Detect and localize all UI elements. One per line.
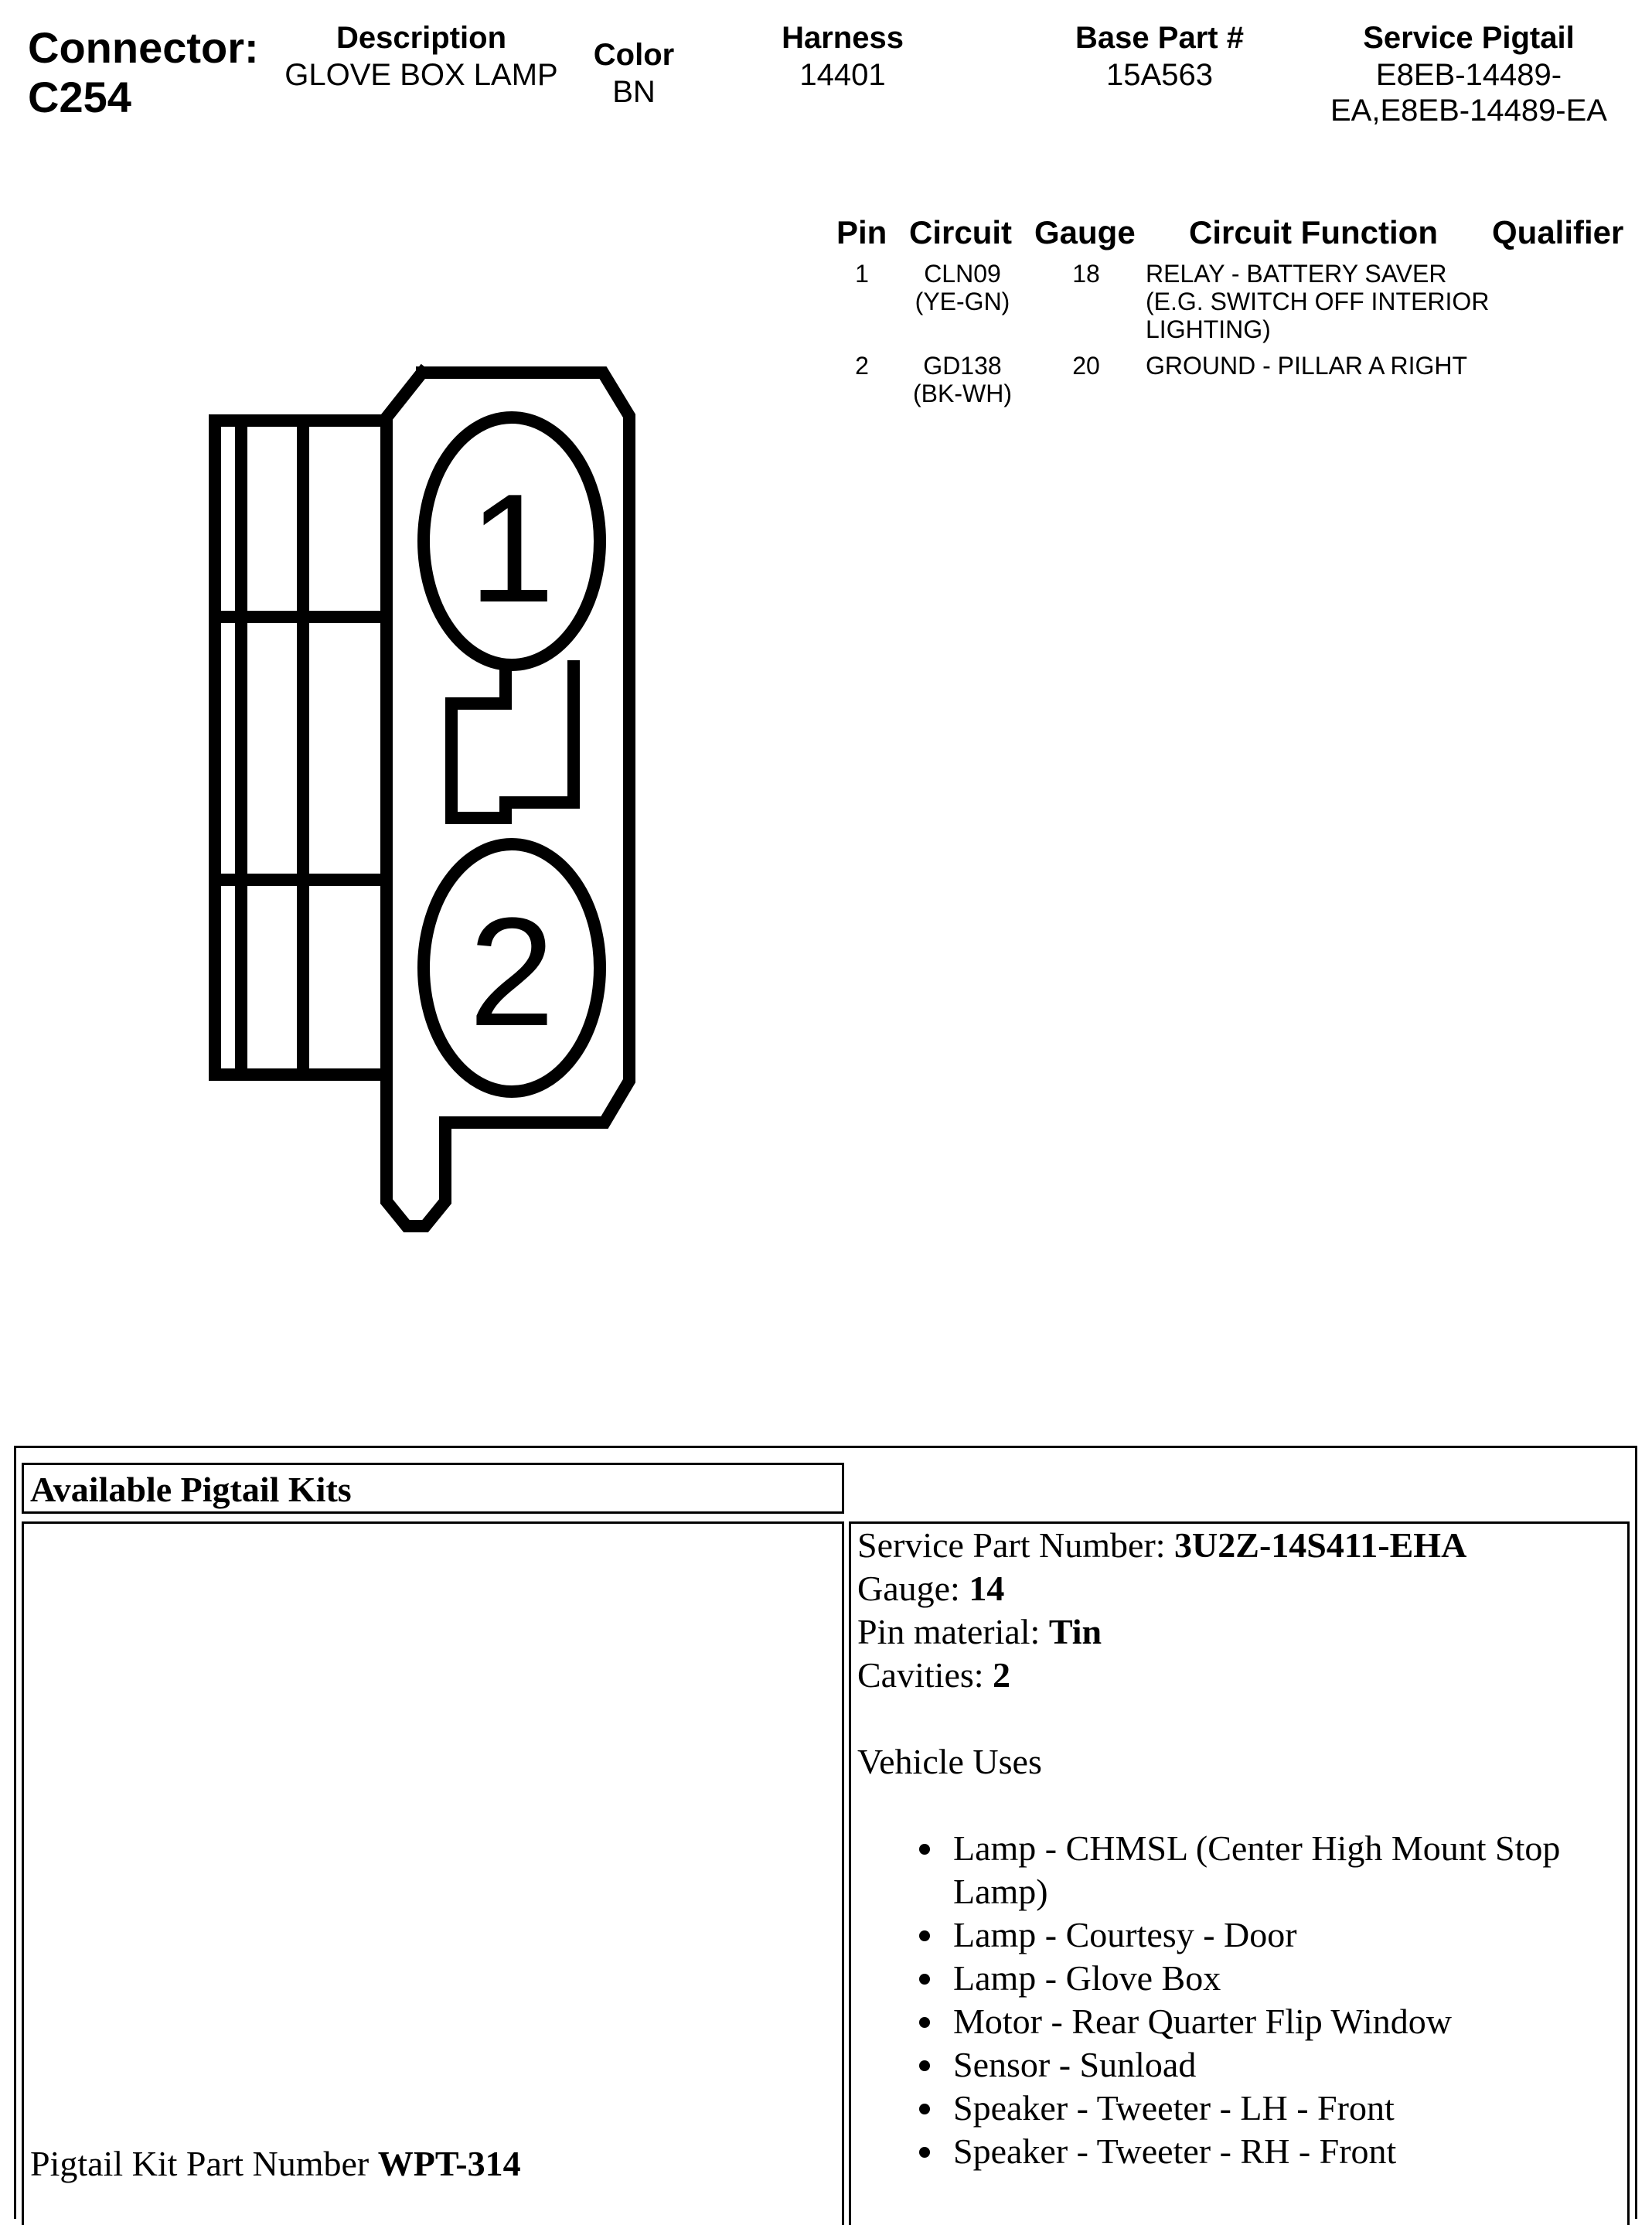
vehicle-use-text: Motor - Rear Quarter Flip Window: [953, 2002, 1453, 2041]
service-pigtail-value-line2: EA,E8EB-14489-EA: [1330, 94, 1607, 128]
description-label: Description: [336, 21, 507, 55]
gauge-line: [857, 1567, 1623, 1610]
connector-face-drawing: [193, 356, 657, 1245]
bullet-icon: [919, 2104, 930, 2114]
circuit-header: Circuit: [909, 214, 1013, 250]
color-label: Color: [593, 38, 675, 72]
pin-material-value: Tin: [1048, 1612, 1102, 1651]
row2-circuit-color: (BK-WH): [913, 380, 1012, 407]
cavities-label: Cavities:: [857, 1655, 993, 1695]
gauge-header: Gauge: [1034, 214, 1136, 250]
row2-circuit: [897, 352, 1028, 407]
connector-title: [28, 23, 259, 122]
qualifier-header: Qualifier: [1492, 214, 1624, 250]
vehicle-uses-label: Vehicle Uses: [857, 1742, 1042, 1781]
vehicle-use-text: Speaker - Tweeter - RH - Front: [953, 2131, 1397, 2171]
cavity-2-number: 2: [468, 886, 555, 1058]
cavities-line: [857, 1654, 1623, 1697]
service-part-label: Service Part Number:: [857, 1525, 1175, 1565]
service-pigtail-label: Service Pigtail: [1363, 21, 1575, 55]
row2-pin: 2: [855, 352, 869, 380]
pigtail-kit-details: [857, 1524, 1623, 2173]
bullet-icon: [919, 1974, 930, 1985]
vehicle-use-item: [857, 1957, 1623, 2000]
row1-circuit: [897, 260, 1028, 315]
row2-function: [1146, 352, 1548, 380]
service-pigtail-column: [1306, 19, 1631, 128]
base-part-label: Base Part #: [1075, 21, 1244, 55]
base-part-value: 15A563: [1106, 58, 1213, 92]
vehicle-use-item: [857, 1827, 1623, 1913]
color-column: [572, 36, 696, 110]
row1-circuit-code: CLN09: [924, 260, 1001, 288]
kit-part-label: Pigtail Kit Part Number: [30, 2144, 378, 2183]
row2-gauge: 20: [1072, 352, 1100, 380]
gauge-value: 14: [969, 1569, 1005, 1608]
color-value: BN: [612, 75, 656, 109]
vehicle-use-item: [857, 2087, 1623, 2130]
circuit-function-header: Circuit Function: [1189, 214, 1438, 250]
description-value: GLOVE BOX LAMP: [284, 58, 558, 92]
bullet-icon: [919, 2147, 930, 2158]
description-column: [271, 19, 572, 93]
connector-label: Connector:: [28, 23, 259, 72]
vehicle-use-text: Lamp - Glove Box: [953, 1958, 1221, 1998]
base-part-column: [1036, 19, 1283, 93]
vehicle-use-text: Sensor - Sunload: [953, 2045, 1197, 2084]
service-pigtail-value-line1: E8EB-14489-: [1375, 58, 1562, 92]
row1-function: [1146, 260, 1548, 343]
row1-function-line1: RELAY - BATTERY SAVER: [1146, 260, 1447, 288]
bullet-icon: [919, 2060, 930, 2071]
row1-circuit-color: (YE-GN): [915, 288, 1010, 315]
row1-function-line3: LIGHTING): [1146, 315, 1271, 343]
harness-value: 14401: [799, 58, 886, 92]
pigtail-kit-right-cell: [849, 1521, 1630, 2225]
pigtail-title-cell: [22, 1463, 844, 1514]
vehicle-use-item: [857, 2130, 1623, 2173]
vehicle-uses-list: [857, 1827, 1623, 2173]
row2-function-line1: GROUND - PILLAR A RIGHT: [1146, 352, 1468, 380]
service-part-line: [857, 1524, 1623, 1567]
cavity-1-number: 1: [468, 462, 555, 635]
pigtail-kits-title: Available Pigtail Kits: [30, 1470, 352, 1509]
row1-gauge: 18: [1072, 260, 1100, 288]
vehicle-use-item: [857, 2000, 1623, 2043]
row1-function-line2: (E.G. SWITCH OFF INTERIOR: [1146, 288, 1490, 315]
bullet-icon: [919, 1844, 930, 1855]
kit-part-value[interactable]: WPT-314: [377, 2144, 521, 2183]
pin-header: Pin: [836, 214, 887, 250]
vehicle-use-item: [857, 2043, 1623, 2087]
row1-pin: 1: [855, 260, 869, 288]
pin-material-label: Pin material:: [857, 1612, 1049, 1651]
vehicle-use-text-continued: Lamp): [953, 1872, 1048, 1911]
pigtail-kit-part-number: [30, 2142, 521, 2186]
pin-material-line: [857, 1610, 1623, 1654]
vehicle-use-item: [857, 1913, 1623, 1957]
key-notch: [451, 666, 574, 818]
bullet-icon: [919, 1930, 930, 1941]
service-part-value[interactable]: 3U2Z-14S411-EHA: [1174, 1525, 1467, 1565]
cavities-value: 2: [993, 1655, 1011, 1695]
harness-label: Harness: [782, 21, 904, 55]
vehicle-use-text: Lamp - Courtesy - Door: [953, 1915, 1297, 1954]
row2-circuit-code: GD138: [923, 352, 1002, 380]
vehicle-use-text: Speaker - Tweeter - LH - Front: [953, 2088, 1395, 2128]
gauge-label: Gauge:: [857, 1569, 969, 1608]
pigtail-kit-left-cell: [22, 1521, 844, 2225]
vehicle-use-text: Lamp - CHMSL (Center High Mount Stop: [953, 1828, 1561, 1868]
harness-column: [742, 19, 943, 93]
bullet-icon: [919, 2017, 930, 2028]
connector-id: C254: [28, 73, 131, 121]
